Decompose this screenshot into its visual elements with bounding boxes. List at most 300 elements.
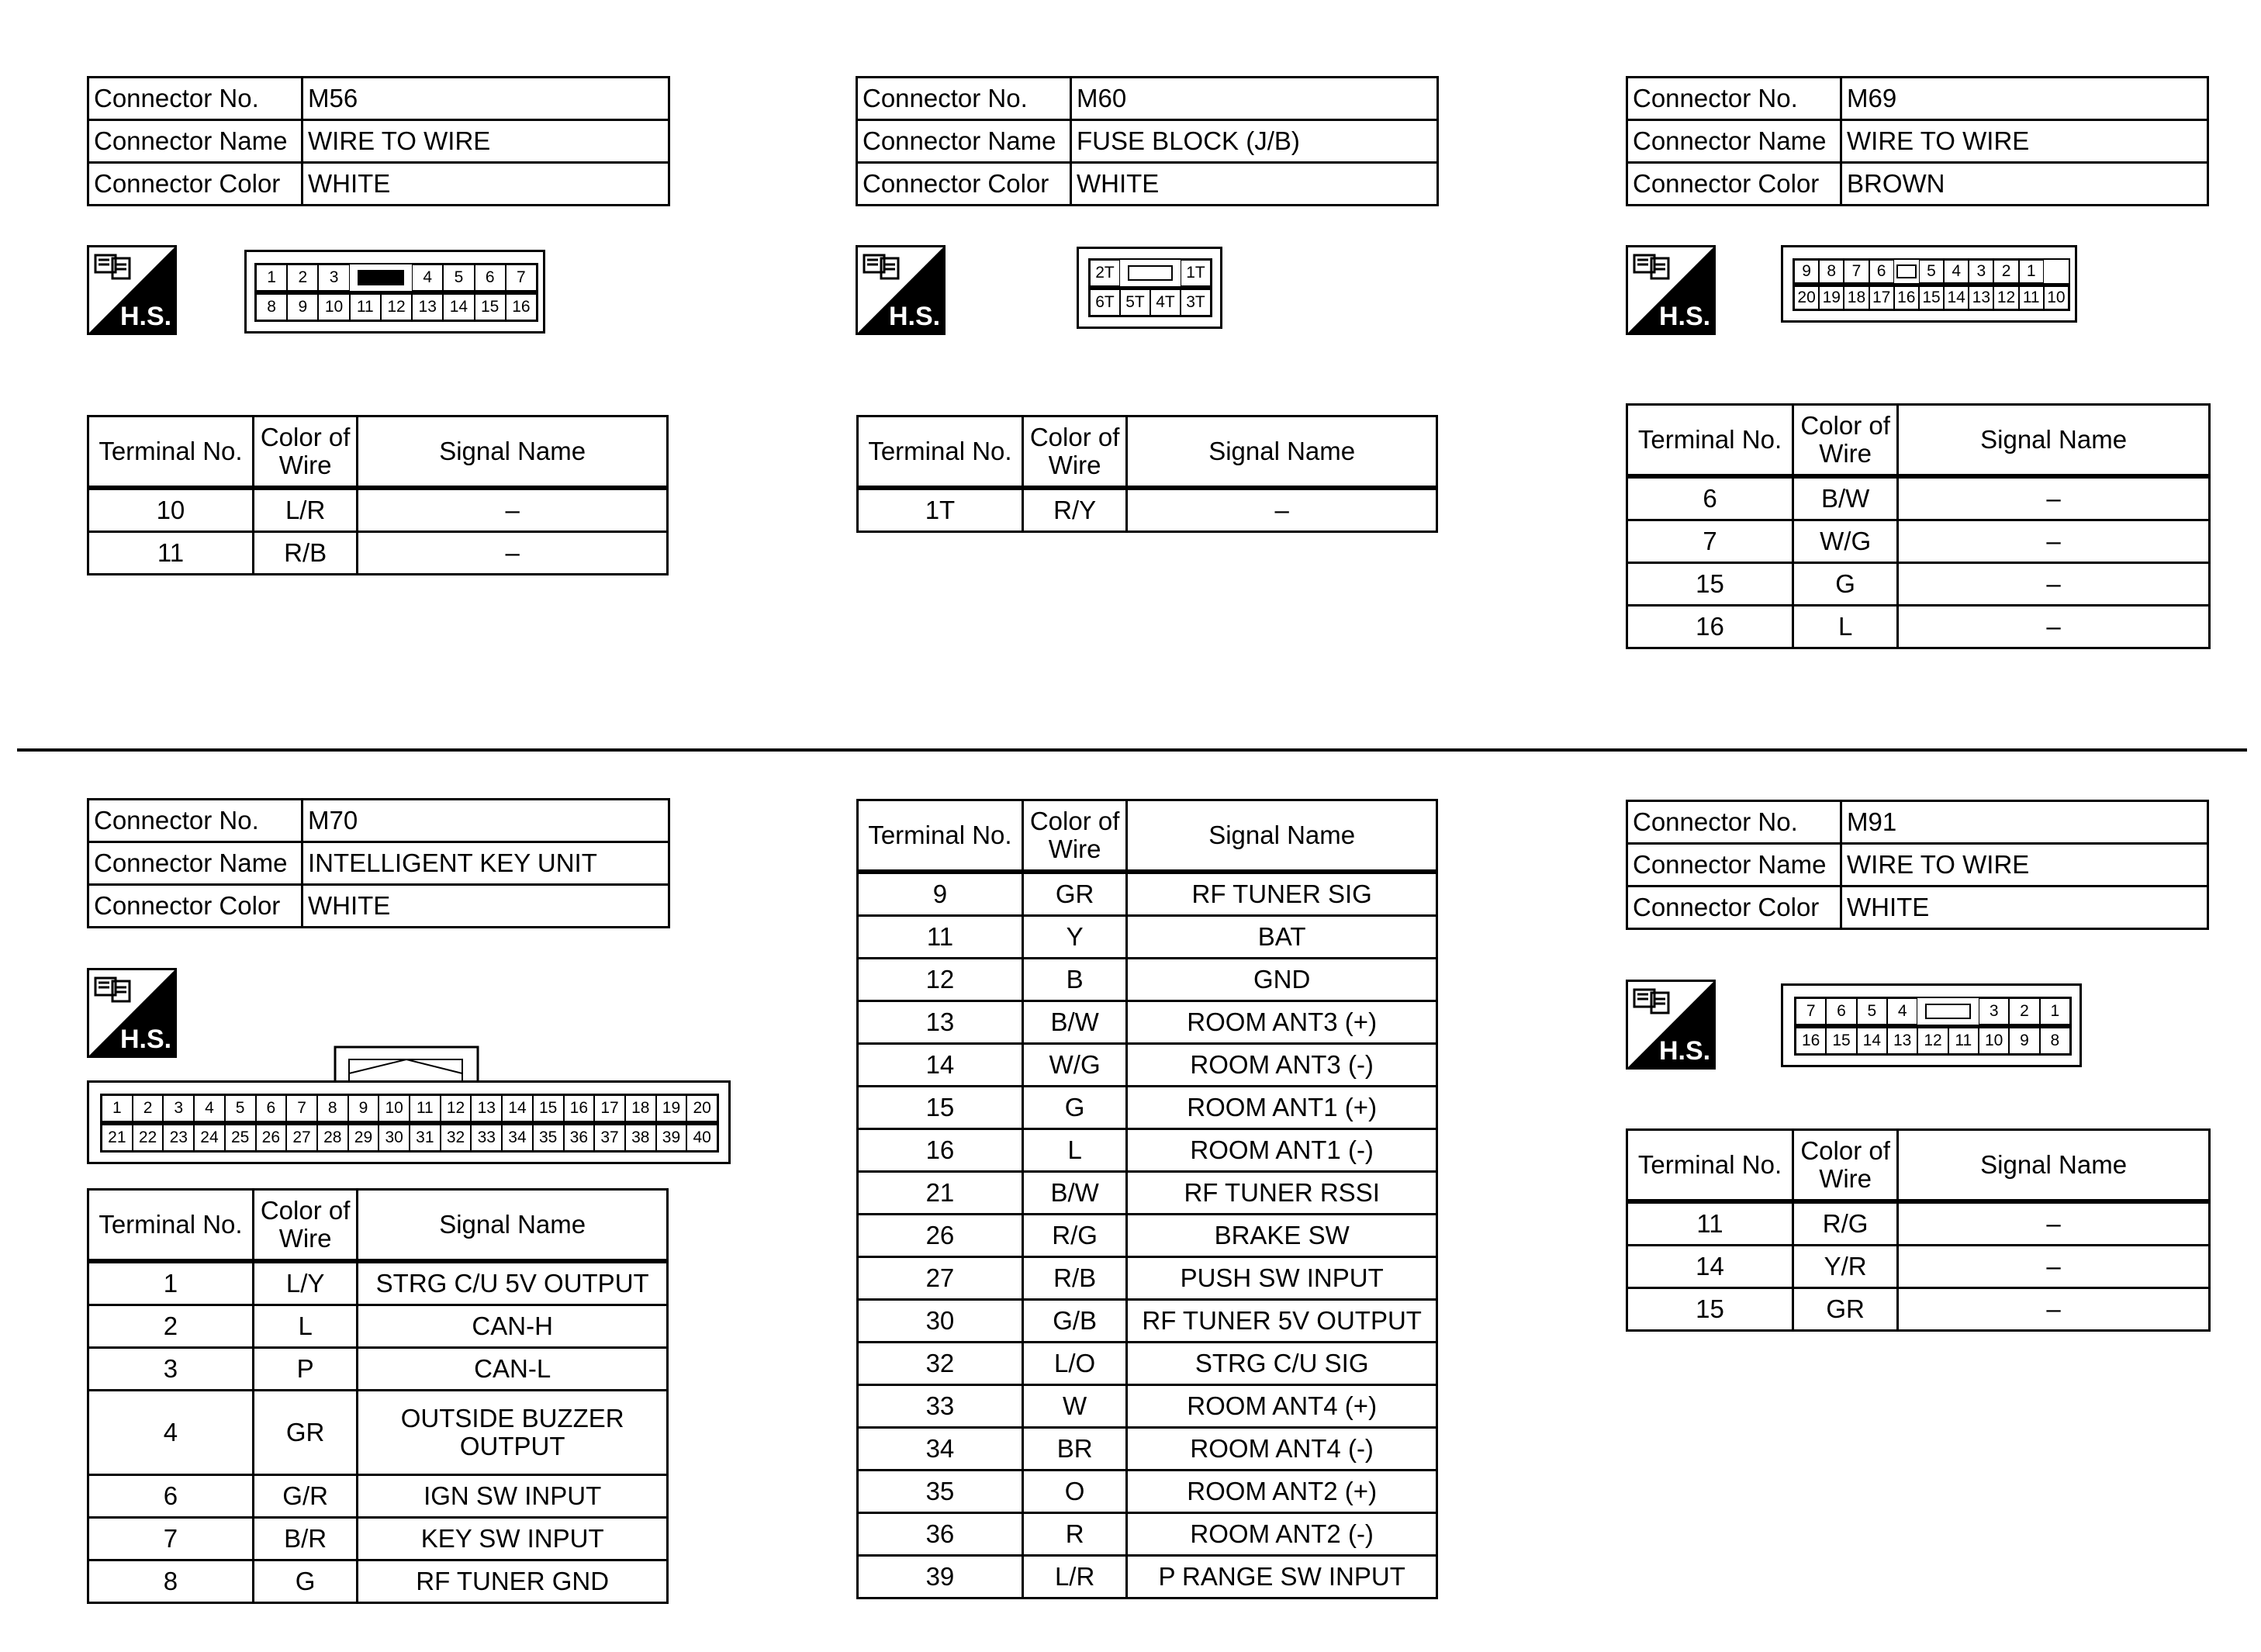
connector-pictogram-icon — [95, 255, 130, 278]
terminal-no-header: Terminal No. — [1627, 1130, 1793, 1202]
signal-name-header: Signal Name — [358, 1190, 668, 1262]
table-header-row — [858, 416, 1437, 489]
terminal-no-cell: 4 — [88, 1391, 254, 1475]
connector-key-mark — [358, 270, 404, 285]
terminal-no-cell: 1 — [88, 1261, 254, 1305]
terminal-no-cell: 27 — [858, 1257, 1023, 1300]
terminal-no-cell: 8 — [88, 1560, 254, 1603]
m69-top-cells — [1793, 258, 2070, 285]
connector-color-label: Connector Color — [88, 885, 303, 928]
terminal-cavity: 12 — [1993, 286, 2018, 309]
wire-color-cell: G — [1022, 1087, 1126, 1129]
connector-no-label: Connector No. — [88, 800, 303, 842]
terminal-no-cell: 16 — [1627, 606, 1793, 648]
terminal-cavity: 4T — [1150, 289, 1181, 316]
connector-pictogram-icon — [1634, 990, 1668, 1013]
terminal-cavity: 32 — [441, 1125, 472, 1151]
terminal-no-cell: 12 — [858, 959, 1023, 1001]
connector-name-label: Connector Name — [857, 120, 1071, 163]
m56-terminal-table — [87, 415, 669, 575]
signal-name-cell: ROOM ANT1 (+) — [1127, 1087, 1437, 1129]
wire-color-cell: R — [1022, 1513, 1126, 1556]
signal-name-cell: KEY SW INPUT — [358, 1518, 668, 1560]
table-row — [1627, 1201, 2210, 1246]
connector-name-label: Connector Name — [1627, 844, 1841, 886]
m70-terminal-table-cont — [856, 799, 1438, 1599]
signal-name-header: Signal Name — [1127, 800, 1437, 873]
harness-side-icon — [87, 968, 177, 1058]
terminal-no-cell: 7 — [1627, 520, 1793, 563]
terminal-cavity: 6 — [1869, 260, 1894, 283]
signal-name-cell: – — [1898, 1288, 2210, 1331]
terminal-no-cell: 15 — [1627, 563, 1793, 606]
hs-label: H.S. — [1659, 1036, 1711, 1066]
terminal-cavity: 6T — [1090, 289, 1120, 316]
connector-color-value: WHITE — [1841, 886, 2208, 929]
terminal-cavity: 2 — [287, 264, 318, 291]
terminal-no-header: Terminal No. — [1627, 405, 1793, 477]
signal-name-cell: BRAKE SW — [1127, 1215, 1437, 1257]
table-row — [858, 1087, 1437, 1129]
wire-color-cell: G — [253, 1560, 357, 1603]
connector-color-label: Connector Color — [88, 163, 303, 206]
terminal-no-header: Terminal No. — [858, 800, 1023, 873]
signal-name-cell: – — [1898, 1201, 2210, 1246]
connector-name-label: Connector Name — [1627, 120, 1841, 163]
connector-key-mark — [1128, 265, 1174, 280]
wire-color-cell: O — [1022, 1471, 1126, 1513]
terminal-cavity: 11 — [1948, 1028, 1979, 1054]
wire-color-cell: W — [1022, 1385, 1126, 1428]
terminal-cavity: 24 — [194, 1125, 225, 1151]
wire-color-cell: BR — [1022, 1428, 1126, 1471]
terminal-cavity: 1 — [102, 1095, 133, 1121]
terminal-cavity: 16 — [564, 1095, 595, 1121]
connector-name-value: WIRE TO WIRE — [1841, 120, 2208, 163]
terminal-no-cell: 36 — [858, 1513, 1023, 1556]
color-of-wire-header: Color of Wire — [253, 416, 357, 489]
terminal-no-cell: 30 — [858, 1300, 1023, 1343]
signal-name-header: Signal Name — [1898, 405, 2210, 477]
terminal-cavity: 11 — [410, 1095, 441, 1121]
signal-name-cell: ROOM ANT3 (+) — [1127, 1001, 1437, 1044]
terminal-cavity: 13 — [1887, 1028, 1917, 1054]
signal-name-cell: – — [1898, 1246, 2210, 1288]
terminal-cavity: 29 — [348, 1125, 379, 1151]
terminal-cavity: 1 — [2040, 998, 2070, 1025]
connector-no-label: Connector No. — [88, 78, 303, 120]
terminal-cavity: 9 — [2009, 1028, 2039, 1054]
terminal-cavity: 35 — [533, 1125, 564, 1151]
wire-color-cell: G/R — [253, 1475, 357, 1518]
terminal-cavity: 17 — [594, 1095, 625, 1121]
terminal-cavity: 5T — [1120, 289, 1150, 316]
terminal-cavity: 13 — [412, 294, 443, 320]
terminal-cavity: 16 — [1894, 286, 1919, 309]
connector-color-label: Connector Color — [857, 163, 1071, 206]
terminal-cavity: 2T — [1090, 260, 1120, 286]
terminal-cavity: 7 — [1796, 998, 1826, 1025]
terminal-cavity: 8 — [2040, 1028, 2070, 1054]
table-row — [858, 1129, 1437, 1172]
terminal-no-cell: 13 — [858, 1001, 1023, 1044]
connector-color-value: WHITE — [1071, 163, 1438, 206]
m60-top-cells — [1088, 258, 1212, 288]
wire-color-cell: G/B — [1022, 1300, 1126, 1343]
table-header-row — [1627, 1130, 2210, 1202]
m60-connector-face — [1077, 247, 1222, 329]
terminal-cavity: 40 — [686, 1125, 717, 1151]
m70-top-cells — [100, 1094, 719, 1123]
color-of-wire-header: Color of Wire — [1022, 416, 1126, 489]
terminal-cavity: 30 — [379, 1125, 410, 1151]
terminal-cavity: 4 — [1944, 260, 1969, 283]
m69-terminal-table — [1626, 403, 2211, 649]
wire-color-cell: L/Y — [253, 1261, 357, 1305]
terminal-no-cell: 11 — [858, 916, 1023, 959]
wire-color-cell: R/Y — [1022, 488, 1126, 532]
terminal-cavity: 14 — [1944, 286, 1969, 309]
terminal-cavity: 28 — [317, 1125, 348, 1151]
terminal-cavity: 3T — [1181, 289, 1211, 316]
signal-name-cell: – — [358, 488, 668, 532]
terminal-cavity: 31 — [410, 1125, 441, 1151]
terminal-cavity: 11 — [350, 294, 381, 320]
terminal-cavity: 6 — [256, 1095, 287, 1121]
hs-label: H.S. — [889, 302, 941, 331]
signal-name-cell: ROOM ANT3 (-) — [1127, 1044, 1437, 1087]
terminal-cavity: 3 — [1979, 998, 2009, 1025]
terminal-no-header: Terminal No. — [858, 416, 1023, 489]
connector-no-value: M69 — [1841, 78, 2208, 120]
signal-name-cell: CAN-H — [358, 1305, 668, 1348]
hs-label: H.S. — [120, 1025, 172, 1054]
signal-name-cell: ROOM ANT2 (+) — [1127, 1471, 1437, 1513]
terminal-cavity: 4 — [194, 1095, 225, 1121]
terminal-cavity: 3 — [1969, 260, 1993, 283]
table-row — [1627, 1288, 2210, 1331]
terminal-cavity: 7 — [286, 1095, 317, 1121]
signal-name-cell: RF TUNER 5V OUTPUT — [1127, 1300, 1437, 1343]
terminal-cavity: 9 — [348, 1095, 379, 1121]
signal-name-cell: CAN-L — [358, 1348, 668, 1391]
terminal-cavity: 1 — [2019, 260, 2044, 283]
terminal-cavity: 12 — [381, 294, 412, 320]
terminal-cavity: 18 — [625, 1095, 656, 1121]
connector-key-mark — [1925, 1004, 1971, 1018]
terminal-cavity: 14 — [502, 1095, 533, 1121]
m91-terminal-table — [1626, 1128, 2211, 1332]
terminal-no-cell: 10 — [88, 488, 254, 532]
terminal-no-cell: 11 — [1627, 1201, 1793, 1246]
table-header-row — [88, 1190, 668, 1262]
connector-no-value: M91 — [1841, 801, 2208, 844]
signal-name-cell: – — [1898, 476, 2210, 520]
terminal-no-cell: 9 — [858, 872, 1023, 916]
terminal-cavity: 15 — [475, 294, 506, 320]
connector-no-label: Connector No. — [1627, 78, 1841, 120]
m69-connector-face — [1781, 245, 2077, 323]
terminal-cavity: 8 — [317, 1095, 348, 1121]
signal-name-cell: – — [358, 532, 668, 575]
terminal-cavity: 26 — [256, 1125, 287, 1151]
table-row — [858, 1001, 1437, 1044]
connector-pictogram-icon — [95, 978, 130, 1001]
terminal-cavity: 18 — [1844, 286, 1869, 309]
m70-bottom-cells — [100, 1123, 719, 1153]
connector-key-slot — [1894, 260, 1919, 283]
table-row — [858, 1044, 1437, 1087]
terminal-cavity: 38 — [625, 1125, 656, 1151]
table-row — [858, 959, 1437, 1001]
terminal-cavity: 6 — [1826, 998, 1856, 1025]
wire-color-cell: B/W — [1022, 1001, 1126, 1044]
hs-label: H.S. — [120, 302, 172, 331]
connector-no-value: M56 — [303, 78, 669, 120]
signal-name-header: Signal Name — [358, 416, 668, 489]
terminal-cavity: 9 — [1794, 260, 1819, 283]
table-header-row — [858, 800, 1437, 873]
terminal-cavity: 19 — [656, 1095, 687, 1121]
terminal-cavity: 10 — [1979, 1028, 2009, 1054]
signal-name-cell: – — [1898, 520, 2210, 563]
signal-name-header: Signal Name — [1127, 416, 1437, 489]
connector-name-label: Connector Name — [88, 842, 303, 885]
wire-color-cell: L/O — [1022, 1343, 1126, 1385]
terminal-cavity: 36 — [564, 1125, 595, 1151]
terminal-cavity: 2 — [2009, 998, 2039, 1025]
table-row — [88, 1518, 668, 1560]
terminal-cavity: 39 — [656, 1125, 687, 1151]
signal-name-cell: RF TUNER RSSI — [1127, 1172, 1437, 1215]
connector-key-slot — [1917, 998, 1979, 1025]
signal-name-cell: – — [1898, 563, 2210, 606]
m91-connector-face — [1781, 983, 2082, 1067]
terminal-cavity: 33 — [471, 1125, 502, 1151]
wire-color-cell: B — [1022, 959, 1126, 1001]
table-row — [858, 1343, 1437, 1385]
wire-color-cell: R/B — [253, 532, 357, 575]
m70-connector-latch — [326, 1044, 484, 1084]
terminal-cavity: 15 — [533, 1095, 564, 1121]
connector-name-value: INTELLIGENT KEY UNIT — [303, 842, 669, 885]
wire-color-cell: GR — [1022, 872, 1126, 916]
terminal-cavity: 10 — [2044, 286, 2069, 309]
table-row — [858, 488, 1437, 532]
terminal-cavity: 20 — [686, 1095, 717, 1121]
color-of-wire-header: Color of Wire — [1793, 1130, 1898, 1202]
table-row — [858, 1513, 1437, 1556]
table-row — [858, 872, 1437, 916]
terminal-cavity: 4 — [1887, 998, 1917, 1025]
terminal-cavity: 16 — [506, 294, 537, 320]
wire-color-cell: R/B — [1022, 1257, 1126, 1300]
table-row — [858, 1556, 1437, 1598]
m56-connector-face — [244, 250, 545, 334]
terminal-cavity: 15 — [1826, 1028, 1856, 1054]
terminal-no-cell: 1T — [858, 488, 1023, 532]
m91-top-cells — [1794, 997, 2072, 1026]
table-row — [1627, 563, 2210, 606]
terminal-no-cell: 6 — [88, 1475, 254, 1518]
signal-name-cell: – — [1898, 606, 2210, 648]
m69-bottom-cells — [1793, 285, 2070, 311]
wire-color-cell: G — [1793, 563, 1898, 606]
connector-name-value: WIRE TO WIRE — [303, 120, 669, 163]
connector-key-mark — [1896, 264, 1917, 278]
terminal-cavity: 7 — [506, 264, 537, 291]
terminal-no-cell: 33 — [858, 1385, 1023, 1428]
connector-no-label: Connector No. — [857, 78, 1071, 120]
terminal-cavity: 27 — [286, 1125, 317, 1151]
table-row — [1627, 476, 2210, 520]
section-divider — [17, 748, 2247, 752]
terminal-no-cell: 39 — [858, 1556, 1023, 1598]
connector-color-value: WHITE — [303, 885, 669, 928]
table-row — [88, 1391, 668, 1475]
terminal-cavity: 5 — [1857, 998, 1887, 1025]
terminal-cavity: 12 — [441, 1095, 472, 1121]
m70-info-table — [87, 798, 670, 928]
terminal-cavity: 4 — [412, 264, 443, 291]
terminal-cavity: 2 — [1993, 260, 2018, 283]
table-row — [1627, 1246, 2210, 1288]
m70-terminal-table — [87, 1188, 669, 1604]
color-of-wire-header: Color of Wire — [1793, 405, 1898, 477]
signal-name-cell: OUTSIDE BUZZER OUTPUT — [358, 1391, 668, 1475]
table-row — [88, 1475, 668, 1518]
connector-no-value: M60 — [1071, 78, 1438, 120]
connector-color-label: Connector Color — [1627, 886, 1841, 929]
terminal-cavity: 1T — [1181, 260, 1211, 286]
connector-pictogram-icon — [1634, 255, 1668, 278]
connector-no-value: M70 — [303, 800, 669, 842]
table-header-row — [1627, 405, 2210, 477]
terminal-cavity: 9 — [287, 294, 318, 320]
m56-info-table — [87, 76, 670, 206]
wire-color-cell: GR — [1793, 1288, 1898, 1331]
signal-name-cell: BAT — [1127, 916, 1437, 959]
wire-color-cell: L/R — [253, 488, 357, 532]
terminal-cavity: 21 — [102, 1125, 133, 1151]
table-row — [88, 1560, 668, 1603]
color-of-wire-header: Color of Wire — [1022, 800, 1126, 873]
terminal-cavity: 15 — [1919, 286, 1944, 309]
signal-name-cell: ROOM ANT2 (-) — [1127, 1513, 1437, 1556]
hs-label: H.S. — [1659, 302, 1711, 331]
wire-color-cell: GR — [253, 1391, 357, 1475]
terminal-cavity: 6 — [475, 264, 506, 291]
wire-color-cell: B/W — [1022, 1172, 1126, 1215]
m69-info-table — [1626, 76, 2209, 206]
color-of-wire-header: Color of Wire — [253, 1190, 357, 1262]
terminal-cavity: 1 — [256, 264, 287, 291]
table-row — [858, 1471, 1437, 1513]
terminal-no-cell: 34 — [858, 1428, 1023, 1471]
table-row — [1627, 606, 2210, 648]
connector-name-value: WIRE TO WIRE — [1841, 844, 2208, 886]
terminal-no-cell: 7 — [88, 1518, 254, 1560]
terminal-cavity: 37 — [594, 1125, 625, 1151]
terminal-no-cell: 11 — [88, 532, 254, 575]
terminal-cavity: 7 — [1844, 260, 1869, 283]
terminal-no-cell: 32 — [858, 1343, 1023, 1385]
signal-name-cell: RF TUNER GND — [358, 1560, 668, 1603]
connector-color-value: BROWN — [1841, 163, 2208, 206]
terminal-cavity: 34 — [502, 1125, 533, 1151]
terminal-cavity: 20 — [1794, 286, 1819, 309]
signal-name-cell: GND — [1127, 959, 1437, 1001]
harness-side-icon — [87, 245, 177, 335]
terminal-no-cell: 26 — [858, 1215, 1023, 1257]
terminal-cavity: 19 — [1819, 286, 1844, 309]
terminal-cavity: 22 — [133, 1125, 164, 1151]
connector-key-slot — [350, 264, 412, 291]
signal-name-cell: P RANGE SW INPUT — [1127, 1556, 1437, 1598]
terminal-no-cell: 14 — [1627, 1246, 1793, 1288]
terminal-no-cell: 2 — [88, 1305, 254, 1348]
wire-color-cell: W/G — [1793, 520, 1898, 563]
terminal-cavity: 11 — [2019, 286, 2044, 309]
signal-name-cell: PUSH SW INPUT — [1127, 1257, 1437, 1300]
terminal-cavity: 2 — [133, 1095, 164, 1121]
terminal-no-cell: 3 — [88, 1348, 254, 1391]
table-row — [88, 488, 668, 532]
terminal-no-cell: 14 — [858, 1044, 1023, 1087]
terminal-no-cell: 15 — [858, 1087, 1023, 1129]
terminal-cavity: 10 — [318, 294, 349, 320]
table-row — [88, 1348, 668, 1391]
connector-name-value: FUSE BLOCK (J/B) — [1071, 120, 1438, 163]
terminal-cavity: 10 — [379, 1095, 410, 1121]
terminal-cavity: 25 — [225, 1125, 256, 1151]
wire-color-cell: L — [1793, 606, 1898, 648]
connector-name-label: Connector Name — [88, 120, 303, 163]
connector-color-value: WHITE — [303, 163, 669, 206]
table-header-row — [88, 416, 668, 489]
table-row — [858, 1257, 1437, 1300]
terminal-cavity: 3 — [318, 264, 349, 291]
signal-name-cell: STRG C/U 5V OUTPUT — [358, 1261, 668, 1305]
terminal-cavity: 13 — [471, 1095, 502, 1121]
m60-bottom-cells — [1088, 288, 1212, 317]
terminal-cavity: 12 — [1917, 1028, 1948, 1054]
wire-color-cell: L/R — [1022, 1556, 1126, 1598]
connector-pictogram-icon — [864, 255, 898, 278]
m60-terminal-table — [856, 415, 1438, 533]
terminal-cavity: 8 — [1819, 260, 1844, 283]
terminal-cavity: 17 — [1869, 286, 1894, 309]
terminal-no-cell: 35 — [858, 1471, 1023, 1513]
terminal-cavity: 8 — [256, 294, 287, 320]
table-row — [1627, 520, 2210, 563]
m56-top-cells — [254, 263, 538, 292]
terminal-cavity: 16 — [1796, 1028, 1826, 1054]
terminal-cavity: 14 — [1857, 1028, 1887, 1054]
m70-connector-face — [87, 1080, 731, 1164]
m60-info-table — [856, 76, 1439, 206]
wire-color-cell: Y/R — [1793, 1246, 1898, 1288]
wire-color-cell: L — [253, 1305, 357, 1348]
wire-color-cell: P — [253, 1348, 357, 1391]
terminal-no-header: Terminal No. — [88, 1190, 254, 1262]
wire-color-cell: B/W — [1793, 476, 1898, 520]
table-row — [858, 1215, 1437, 1257]
wire-color-cell: W/G — [1022, 1044, 1126, 1087]
table-row — [858, 1300, 1437, 1343]
terminal-cavity: 23 — [163, 1125, 194, 1151]
harness-side-icon — [1626, 245, 1716, 335]
